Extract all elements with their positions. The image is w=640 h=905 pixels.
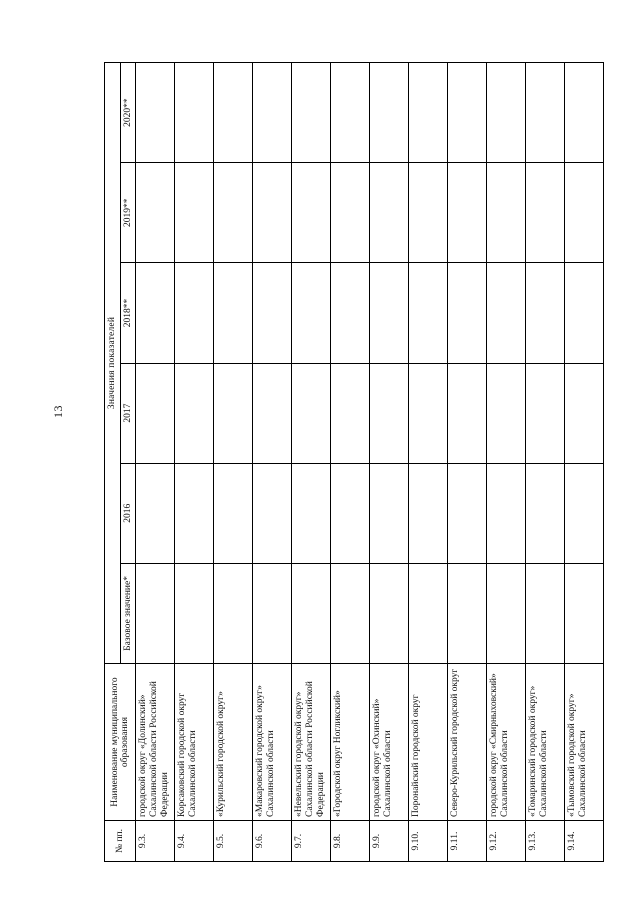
row-value-2020 bbox=[253, 63, 292, 163]
row-number: 9.7. bbox=[292, 821, 331, 862]
row-municipality-name: городской округ «Охинский» Сахалинской области bbox=[370, 664, 409, 821]
municipalities-indicators-table bbox=[104, 62, 604, 862]
row-base-value bbox=[253, 563, 292, 663]
table-row bbox=[175, 63, 214, 862]
header-values-group: Значения показателей bbox=[105, 63, 121, 664]
table-row bbox=[292, 63, 331, 862]
row-value-2019 bbox=[370, 163, 409, 263]
row-value-2016 bbox=[370, 463, 409, 563]
row-value-2017 bbox=[214, 363, 253, 463]
row-municipality-name: «Макаровский городской округ» Сахалинской области bbox=[253, 664, 292, 821]
row-number: 9.11. bbox=[448, 821, 487, 862]
table-row bbox=[136, 63, 175, 862]
row-base-value bbox=[487, 563, 526, 663]
row-value-2019 bbox=[175, 163, 214, 263]
row-value-2020 bbox=[136, 63, 175, 163]
row-value-2018 bbox=[565, 263, 604, 363]
row-value-2019 bbox=[292, 163, 331, 263]
row-value-2016 bbox=[292, 463, 331, 563]
row-number: 9.10. bbox=[409, 821, 448, 862]
header-year-2018: 2018** bbox=[120, 263, 136, 363]
row-value-2017 bbox=[175, 363, 214, 463]
row-value-2016 bbox=[253, 463, 292, 563]
row-base-value bbox=[565, 563, 604, 663]
row-value-2019 bbox=[253, 163, 292, 263]
row-number: 9.5. bbox=[214, 821, 253, 862]
row-value-2016 bbox=[448, 463, 487, 563]
row-base-value bbox=[370, 563, 409, 663]
row-value-2020 bbox=[331, 63, 370, 163]
row-value-2019 bbox=[214, 163, 253, 263]
row-value-2016 bbox=[409, 463, 448, 563]
row-value-2017 bbox=[565, 363, 604, 463]
row-value-2016 bbox=[214, 463, 253, 563]
row-value-2018 bbox=[136, 263, 175, 363]
row-value-2020 bbox=[292, 63, 331, 163]
row-value-2016 bbox=[175, 463, 214, 563]
row-number: 9.13. bbox=[526, 821, 565, 862]
table-head bbox=[105, 63, 136, 862]
row-value-2020 bbox=[175, 63, 214, 163]
row-municipality-name: Корсаковский городской округ Сахалинской области bbox=[175, 664, 214, 821]
row-value-2019 bbox=[487, 163, 526, 263]
row-municipality-name: «Тымовский городской округ» Сахалинской области bbox=[565, 664, 604, 821]
table-row bbox=[253, 63, 292, 862]
row-base-value bbox=[292, 563, 331, 663]
row-value-2018 bbox=[487, 263, 526, 363]
table-container bbox=[104, 62, 588, 862]
row-value-2020 bbox=[526, 63, 565, 163]
row-base-value bbox=[448, 563, 487, 663]
table-row bbox=[331, 63, 370, 862]
header-number: № пп. bbox=[105, 821, 136, 862]
row-value-2016 bbox=[331, 463, 370, 563]
row-municipality-name: «Курильский городской округ» bbox=[214, 664, 253, 821]
row-number: 9.14. bbox=[565, 821, 604, 862]
row-value-2017 bbox=[136, 363, 175, 463]
row-municipality-name: «Городской округ Ногликский» bbox=[331, 664, 370, 821]
row-municipality-name: городской округ «Смирныховский» Сахалинской области bbox=[487, 664, 526, 821]
row-base-value bbox=[214, 563, 253, 663]
row-value-2020 bbox=[214, 63, 253, 163]
row-base-value bbox=[136, 563, 175, 663]
row-municipality-name: «Невельский городской округ» Сахалинской области Российской Федерации bbox=[292, 664, 331, 821]
row-value-2017 bbox=[448, 363, 487, 463]
row-value-2019 bbox=[526, 163, 565, 263]
page-number: 13 bbox=[51, 405, 65, 418]
table-row bbox=[526, 63, 565, 862]
row-value-2020 bbox=[409, 63, 448, 163]
row-municipality-name: Северо-Курильский городской округ bbox=[448, 664, 487, 821]
row-number: 9.6. bbox=[253, 821, 292, 862]
row-base-value bbox=[331, 563, 370, 663]
row-value-2017 bbox=[331, 363, 370, 463]
row-base-value bbox=[409, 563, 448, 663]
row-value-2018 bbox=[370, 263, 409, 363]
row-value-2020 bbox=[565, 63, 604, 163]
row-value-2018 bbox=[409, 263, 448, 363]
row-value-2016 bbox=[526, 463, 565, 563]
row-value-2019 bbox=[565, 163, 604, 263]
row-number: 9.3. bbox=[136, 821, 175, 862]
row-value-2016 bbox=[565, 463, 604, 563]
row-value-2017 bbox=[487, 363, 526, 463]
row-number: 9.8. bbox=[331, 821, 370, 862]
row-value-2017 bbox=[253, 363, 292, 463]
row-value-2017 bbox=[292, 363, 331, 463]
table-row bbox=[448, 63, 487, 862]
row-base-value bbox=[526, 563, 565, 663]
row-base-value bbox=[175, 563, 214, 663]
table-row bbox=[565, 63, 604, 862]
table-body bbox=[136, 63, 604, 862]
row-value-2016 bbox=[487, 463, 526, 563]
row-value-2018 bbox=[292, 263, 331, 363]
row-value-2017 bbox=[526, 363, 565, 463]
row-value-2019 bbox=[448, 163, 487, 263]
row-value-2018 bbox=[448, 263, 487, 363]
header-year-2019: 2019** bbox=[120, 163, 136, 263]
row-value-2020 bbox=[487, 63, 526, 163]
table-row bbox=[370, 63, 409, 862]
row-value-2018 bbox=[214, 263, 253, 363]
row-value-2018 bbox=[253, 263, 292, 363]
row-number: 9.12. bbox=[487, 821, 526, 862]
row-value-2019 bbox=[331, 163, 370, 263]
row-municipality-name: городской округ «Долинский» Сахалинской области Российской Федерации bbox=[136, 664, 175, 821]
row-value-2019 bbox=[409, 163, 448, 263]
table-header-row-1 bbox=[105, 63, 121, 862]
header-year-2020: 2020** bbox=[120, 63, 136, 163]
header-base-value: Базовое значение* bbox=[120, 563, 136, 663]
table-row bbox=[214, 63, 253, 862]
table-row bbox=[409, 63, 448, 862]
header-year-2017: 2017 bbox=[120, 363, 136, 463]
header-municipality-name: Наименование муниципального образования bbox=[105, 664, 136, 821]
row-number: 9.9. bbox=[370, 821, 409, 862]
row-value-2020 bbox=[448, 63, 487, 163]
row-municipality-name: «Томаринский городской округ» Сахалинской области bbox=[526, 664, 565, 821]
row-value-2017 bbox=[409, 363, 448, 463]
row-value-2018 bbox=[175, 263, 214, 363]
row-municipality-name: Поронайский городской округ bbox=[409, 664, 448, 821]
row-value-2019 bbox=[136, 163, 175, 263]
row-value-2017 bbox=[370, 363, 409, 463]
row-value-2018 bbox=[331, 263, 370, 363]
row-value-2020 bbox=[370, 63, 409, 163]
row-value-2016 bbox=[136, 463, 175, 563]
row-value-2018 bbox=[526, 263, 565, 363]
table-row bbox=[487, 63, 526, 862]
header-year-2016: 2016 bbox=[120, 463, 136, 563]
row-number: 9.4. bbox=[175, 821, 214, 862]
